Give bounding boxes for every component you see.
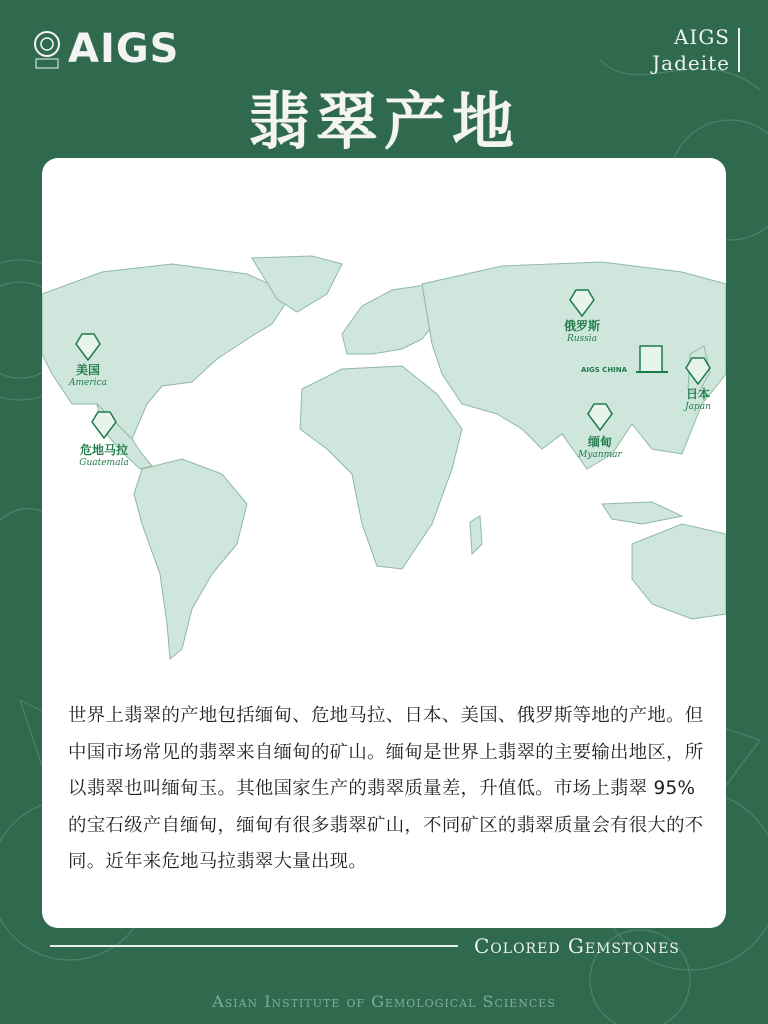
marker-label-cn-america: 美国 [75,363,101,377]
brand-divider [738,28,740,72]
world-map [42,254,726,674]
footer-label: Colored Gemstones [474,934,680,958]
marker-label-cn-russia: 俄罗斯 [563,319,601,333]
institute-label: Asian Institute of Gemological Sciences [212,992,556,1011]
footer-divider [50,945,458,947]
description-text: 世界上翡翠的产地包括缅甸、危地马拉、日本、美国、俄罗斯等地的产地。但中国市场常见的翡翠来自缅甸的矿山。缅甸是世界上翡翠的主要输出地区，所以翡翠也叫缅甸玉。其他国家生产的翡翠质量差，升值低。市场上翡翠 95% 的宝石级产自缅甸，缅甸有很多翡翠矿山，不同矿区的翡翠质量会有很大的不同。近年来危地马拉翡翠大量出现。 [68,705,704,872]
marker-label-cn-guatemala: 危地马拉 [79,443,129,457]
aigs-logo [32,26,179,72]
building-icon [640,346,662,372]
marker-label-en-myanmar: Myanmar [578,450,622,460]
madagascar-shape [470,516,482,554]
marker-label-en-america: America [69,378,107,388]
marker-label-cn-myanmar: 缅甸 [587,435,613,449]
brand-jadeite [652,24,730,76]
page-title: 翡翠产地 [247,85,520,158]
brand-line-2: Jadeite [652,51,730,75]
marker-label-en-japan: Japan [685,402,711,412]
brand-line-1: AIGS [673,25,730,49]
indonesia-shape [602,502,682,524]
aigs-china-label: AIGS CHINA [580,366,628,374]
seal-icon [32,29,62,69]
content-card [42,158,726,928]
marker-label-cn-japan: 日本 [685,387,711,401]
marker-label-en-guatemala: Guatemala [79,458,129,468]
africa-shape [300,366,462,569]
logo-text: AIGS [68,26,180,72]
marker-label-en-russia: Russia [566,334,598,344]
south-america-shape [134,459,247,659]
australia-shape [632,524,726,619]
north-america-shape [42,264,292,439]
